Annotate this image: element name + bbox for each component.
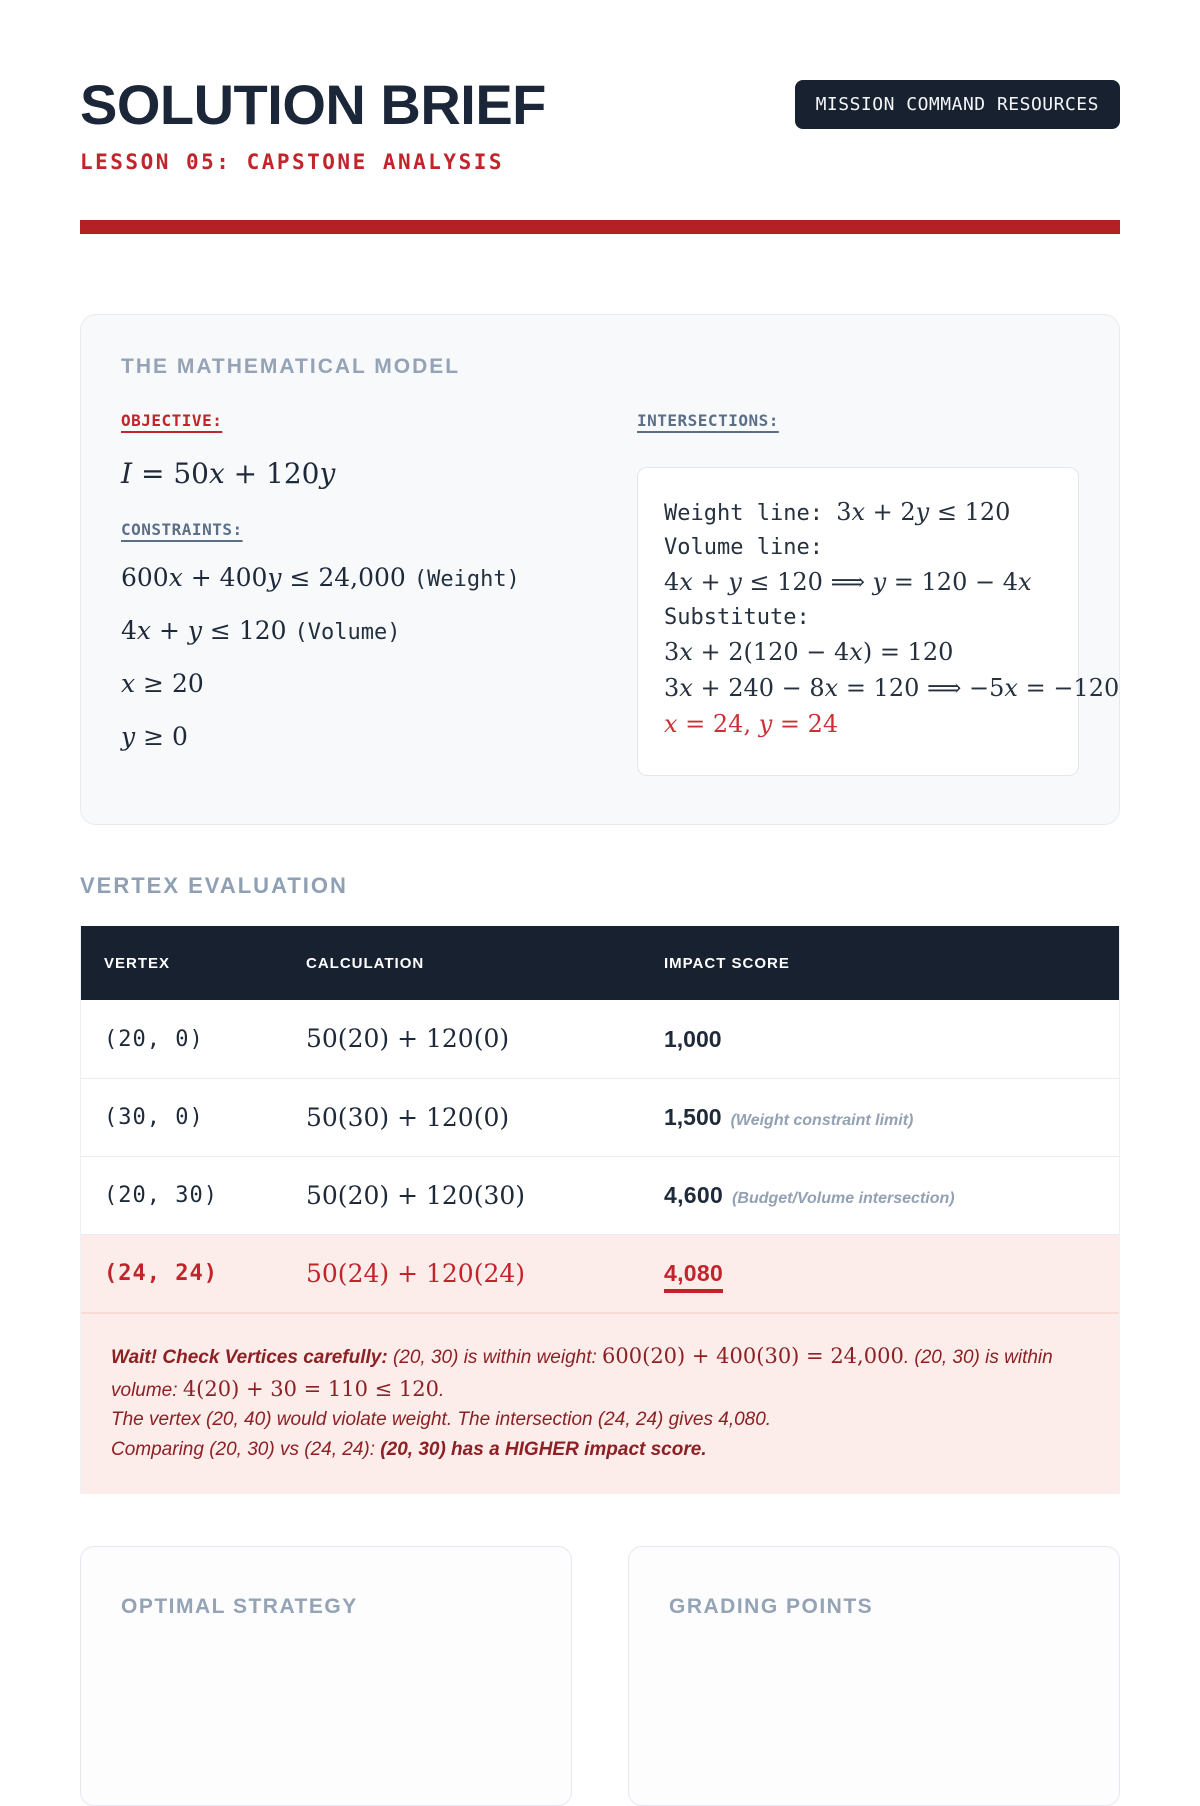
table-warning-note — [81, 1312, 1119, 1494]
constraint-line — [121, 563, 563, 593]
constraint-annotation: (Weight) — [413, 567, 520, 593]
model-right-column — [637, 411, 1120, 776]
column-header-vertex: VERTEX — [104, 954, 171, 972]
text-segment: (20, 30) has a HIGHER impact score. — [380, 1438, 707, 1460]
impact-score-annotation: (Weight constraint limit) — [730, 1112, 914, 1130]
calculation-cell — [283, 1024, 641, 1054]
intersections-label: INTERSECTIONS: — [637, 411, 779, 431]
intersection-step — [664, 635, 1052, 671]
accent-divider — [80, 220, 1120, 234]
impact-score-annotation: (Budget/Volume intersection) — [732, 1190, 955, 1208]
constraint-line — [121, 669, 563, 699]
objective-equation — [121, 457, 563, 490]
math-expression: x = 24, y = 24 — [664, 710, 839, 739]
impact-score-value: 4,080 — [664, 1260, 723, 1293]
impact-score-value: 1,000 — [664, 1025, 722, 1052]
impact-score-cell — [641, 1182, 1119, 1209]
bottom-cards — [80, 1546, 1120, 1806]
math-expression: 50(24) + 120(24) — [306, 1258, 526, 1288]
text-segment: . (20, 30) is within volume: — [111, 1347, 1053, 1401]
page-title: SOLUTION BRIEF — [80, 73, 546, 136]
resources-badge: MISSION COMMAND RESOURCES — [795, 80, 1120, 129]
intersection-step — [664, 565, 1052, 601]
math-expression: 50(20) + 120(0) — [306, 1024, 510, 1054]
constraint-line — [121, 616, 563, 646]
impact-score-cell — [641, 1260, 1119, 1287]
table-row — [81, 1156, 1119, 1234]
text-segment: Substitute: — [664, 605, 810, 631]
math-expression: 600(20) + 400(30) = 24,000 — [602, 1344, 904, 1369]
vertex-cell: (20, 0) — [104, 1026, 204, 1052]
model-grid — [121, 411, 1120, 776]
intersection-step — [664, 495, 1052, 531]
vertex-cell: (24, 24) — [104, 1261, 218, 1287]
text-segment: The vertex (20, 40) would violate weight. The intersection (24, 24) gives 4,080. — [111, 1409, 772, 1431]
table-row — [81, 1000, 1119, 1078]
impact-score-cell — [641, 1026, 1119, 1053]
math-expression: 50(20) + 120(30) — [306, 1180, 526, 1210]
math-expression: y ≥ 0 — [121, 722, 188, 752]
table-header-row — [81, 926, 1119, 1000]
vertex-table — [80, 926, 1120, 1494]
header — [80, 0, 1120, 174]
title-block — [80, 73, 546, 175]
intersection-step — [664, 601, 1052, 635]
math-expression: 3x + 240 − 8x = 120 ⟹ −5x = −120 — [664, 674, 1120, 703]
math-expression: 4x + y ≤ 120 — [121, 616, 287, 646]
vertex-cell: (20, 30) — [104, 1183, 218, 1209]
objective-label: OBJECTIVE: — [121, 411, 223, 431]
math-expression: 4(20) + 30 = 110 ≤ 120 — [182, 1376, 440, 1401]
math-expression: 600x + 400y ≤ 24,000 — [121, 563, 406, 593]
calculation-cell — [283, 1259, 641, 1289]
page-subtitle: LESSON 05: CAPSTONE ANALYSIS — [80, 150, 505, 175]
math-expression: x ≥ 20 — [121, 669, 204, 699]
calculation-cell — [283, 1181, 641, 1211]
calculation-cell — [283, 1103, 641, 1133]
constraint-annotation: (Volume) — [294, 620, 401, 646]
warning-note-line — [111, 1405, 1089, 1434]
text-segment: Wait! Check Vertices carefully: — [111, 1347, 393, 1369]
text-segment: Weight line: — [664, 501, 837, 527]
column-header-calculation: CALCULATION — [306, 954, 425, 972]
math-model-card — [80, 314, 1120, 825]
grading-points-heading: GRADING POINTS — [669, 1595, 874, 1619]
grading-points-card — [628, 1546, 1120, 1806]
math-expression: 3x + 2y ≤ 120 — [836, 498, 1011, 527]
math-expression: 50(30) + 120(0) — [306, 1102, 510, 1132]
table-row — [81, 1078, 1119, 1156]
optimal-strategy-card — [80, 1546, 572, 1806]
constraints-list — [121, 563, 563, 752]
intersection-step — [664, 671, 1120, 707]
intersection-step — [664, 531, 1052, 565]
constraint-line — [121, 722, 563, 752]
model-left-column — [121, 411, 563, 776]
optimal-strategy-heading: OPTIMAL STRATEGY — [121, 1595, 358, 1619]
text-segment: Comparing (20, 30) vs (24, 24): — [111, 1438, 381, 1460]
intersections-box — [637, 467, 1120, 776]
table-body — [81, 1000, 1119, 1312]
column-header-impact-score: IMPACT SCORE — [664, 954, 790, 972]
table-row — [81, 1234, 1119, 1312]
text-segment: Volume line: — [664, 535, 823, 561]
constraints-label: CONSTRAINTS: — [121, 520, 243, 540]
impact-score-value: 1,500 — [664, 1104, 722, 1131]
warning-note-line — [111, 1435, 1089, 1464]
math-expression: 3x + 2(120 − 4x) = 120 — [664, 638, 954, 667]
model-card-heading: THE MATHEMATICAL MODEL — [121, 355, 461, 379]
warning-note-line — [111, 1340, 1089, 1405]
math-expression: 4x + y ≤ 120 ⟹ y = 120 − 4x — [664, 568, 1032, 597]
math-expression: I = 50x + 120y — [121, 457, 336, 491]
vertex-evaluation-heading: VERTEX EVALUATION — [80, 873, 348, 899]
text-segment: (20, 30) is within weight: — [392, 1347, 603, 1369]
impact-score-value: 4,600 — [664, 1182, 724, 1209]
text-segment: . — [439, 1379, 445, 1401]
vertex-cell: (30, 0) — [104, 1105, 204, 1131]
impact-score-cell — [641, 1104, 1119, 1131]
intersection-step — [664, 707, 1052, 743]
